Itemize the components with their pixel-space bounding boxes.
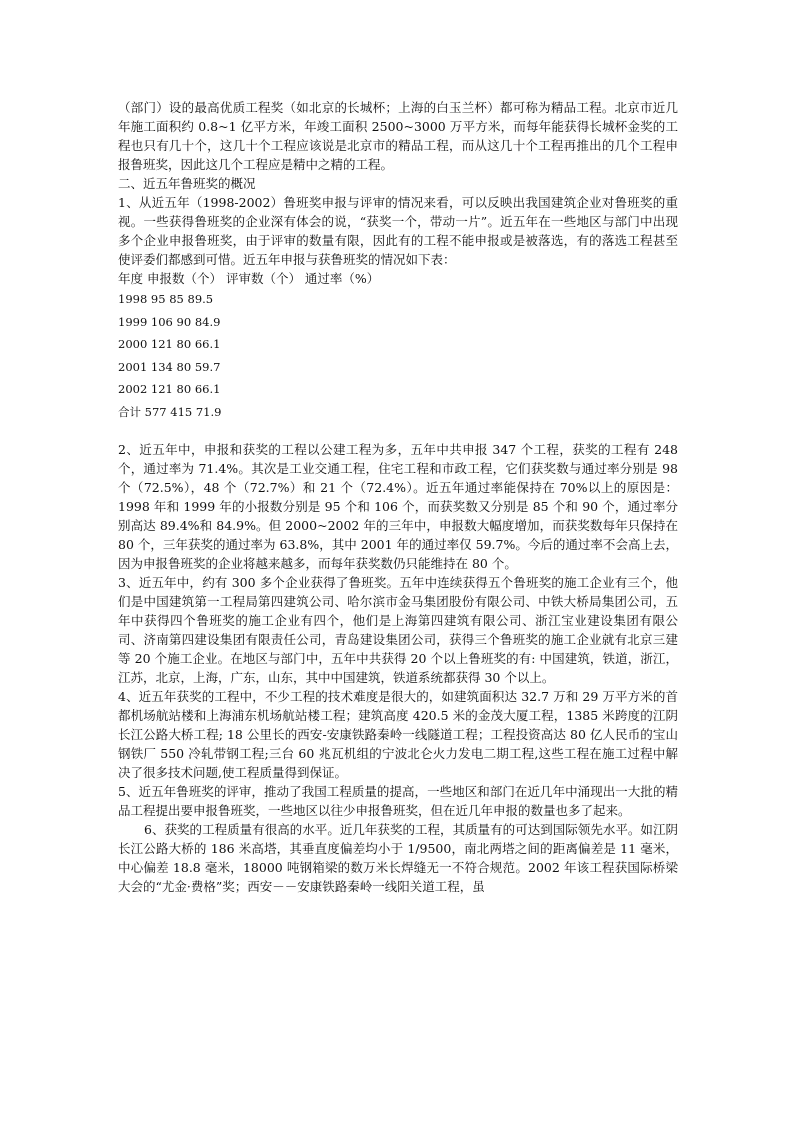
document-page — [118, 98, 678, 896]
table-total-row: 合计 577 415 71.9 — [118, 404, 222, 419]
table-row: 2001 134 80 59.7 — [118, 359, 221, 374]
paragraph-intro: （部门）设的最高优质工程奖（如北京的长城杯；上海的白玉兰杯）都可称为精品工程。北京市近几年施工面积约 0.8~1 亿平方米，年竣工面积 2500~3000 万平方米，而每年能获得长城杯金奖的工程也只有几十个，这几十个工程应该说是北京市的精品工程，而从这几十个工程再推出的几个工程申报鲁班奖，因此这几个工程应是精中之精的工程。 — [118, 100, 678, 172]
paragraph: 6、获奖的工程质量有很高的水平。近几年获奖的工程，其质量有的可达到国际领先水平。如江阴长江公路大桥的 186 米高塔，其垂直度偏差均小于 1/9500，南北两塔之间的距离偏差是 11 毫米，中心偏差 18.8 毫米，18000 吨钢箱梁的数万米长焊缝无一不符合规范。2002 年该工程获国际桥梁大会的“尤金·费格”奖；西安－－安康铁路秦岭一线阳关道工程，虽 — [118, 822, 678, 894]
blank-line — [118, 423, 678, 440]
paragraph: 1、从近五年（1998-2002）鲁班奖申报与评审的情况来看，可以反映出我国建筑企业对鲁班奖的重视。一些获得鲁班奖的企业深有体会的说，“获奖一个，带动一片”。近五年在一些地区与部门中出现多个企业申报鲁班奖，由于评审的数量有限，因此有的工程不能申报或是被落选，有的落选工程甚至使评委们都感到可惜。近五年申报与获鲁班奖的情况如下表： — [118, 195, 678, 267]
paragraph: 3、近五年中，约有 300 多个企业获得了鲁班奖。五年中连续获得五个鲁班奖的施工企业有三个，他们是中国建筑第一工程局第四建筑公司、哈尔滨市金马集团股份有限公司、中铁大桥局集团公司，五年中获得四个鲁班奖的施工企业有四个，他们是上海第四建筑有限公司、浙江宝业建设集团有限公司、济南第四建设集团有限责任公司，青岛建设集团公司，获得三个鲁班奖的施工企业就有北京三建等 20 个施工企业。在地区与部门中，五年中共获得 20 个以上鲁班奖的有: 中国建筑，铁道，浙江，江苏，北京，上海，广东，山东，其中中国建筑，铁道系统都获得 30 个以上。 — [118, 575, 678, 685]
table-row: 2000 121 80 66.1 — [118, 337, 221, 351]
award-statistics-table — [118, 288, 678, 423]
section-heading: 二、近五年鲁班奖的概况 — [118, 176, 256, 191]
table-row: 1998 95 85 89.5 — [118, 292, 214, 306]
paragraph: 4、近五年获奖的工程中，不少工程的技术难度是很大的，如建筑面积达 32.7 万和 29 万平方米的首都机场航站楼和上海浦东机场航站楼工程；建筑高度 420.5 米的金茂大厦工程，1385 米跨度的江阴长江公路大桥工程; 18 公里长的西安-安康铁路秦岭一线隧道工程；工程投资高达 80 亿人民币的宝山钢铁厂 550 冷轧带钢工程;三台 60 兆瓦机组的宁波北仑火力发电二期工程,这些工程在施工过程中解决了很多技术问题,使工程质量得到保证。 — [118, 689, 678, 780]
table-row: 2002 121 80 66.1 — [118, 382, 221, 396]
table-header: 年度 申报数（个） 评审数（个） 通过率（%） — [118, 271, 380, 286]
paragraph: 5、近五年鲁班奖的评审，推动了我国工程质量的提高，一些地区和部门在近几年中涌现出一大批的精品工程提出要申报鲁班奖，一些地区以往少申报鲁班奖，但在近几年申报的数量也多了起来。 — [118, 784, 678, 818]
table-row: 1999 106 90 84.9 — [118, 314, 221, 329]
paragraph: 2、近五年中，申报和获奖的工程以公建工程为多，五年中共申报 347 个工程，获奖的工程有 248 个，通过率为 71.4%。其次是工业交通工程，住宅工程和市政工程，它们获奖数与通过率分别是 98 个（72.5%），48 个（72.7%）和 21 个（72.4%）。近五年通过率能保持在 70%以上的原因是：1998 年和 1999 年的小报数分别是 95 个和 106 个，而获奖数又分别是 85 个和 90 个，通过率分别高达 89.4%和 84.9%。但 2000~2002 年的三年中，申报数大幅度增加，而获奖数每年只保持在 80 个，三年获奖的通过率为 63.8%，其中 2001 年的通过率仅 59.7%。今后的通过率不会高上去，因为申报鲁班奖的企业将越来越多，而每年获奖数仍只能维持在 80 个。 — [118, 442, 678, 571]
